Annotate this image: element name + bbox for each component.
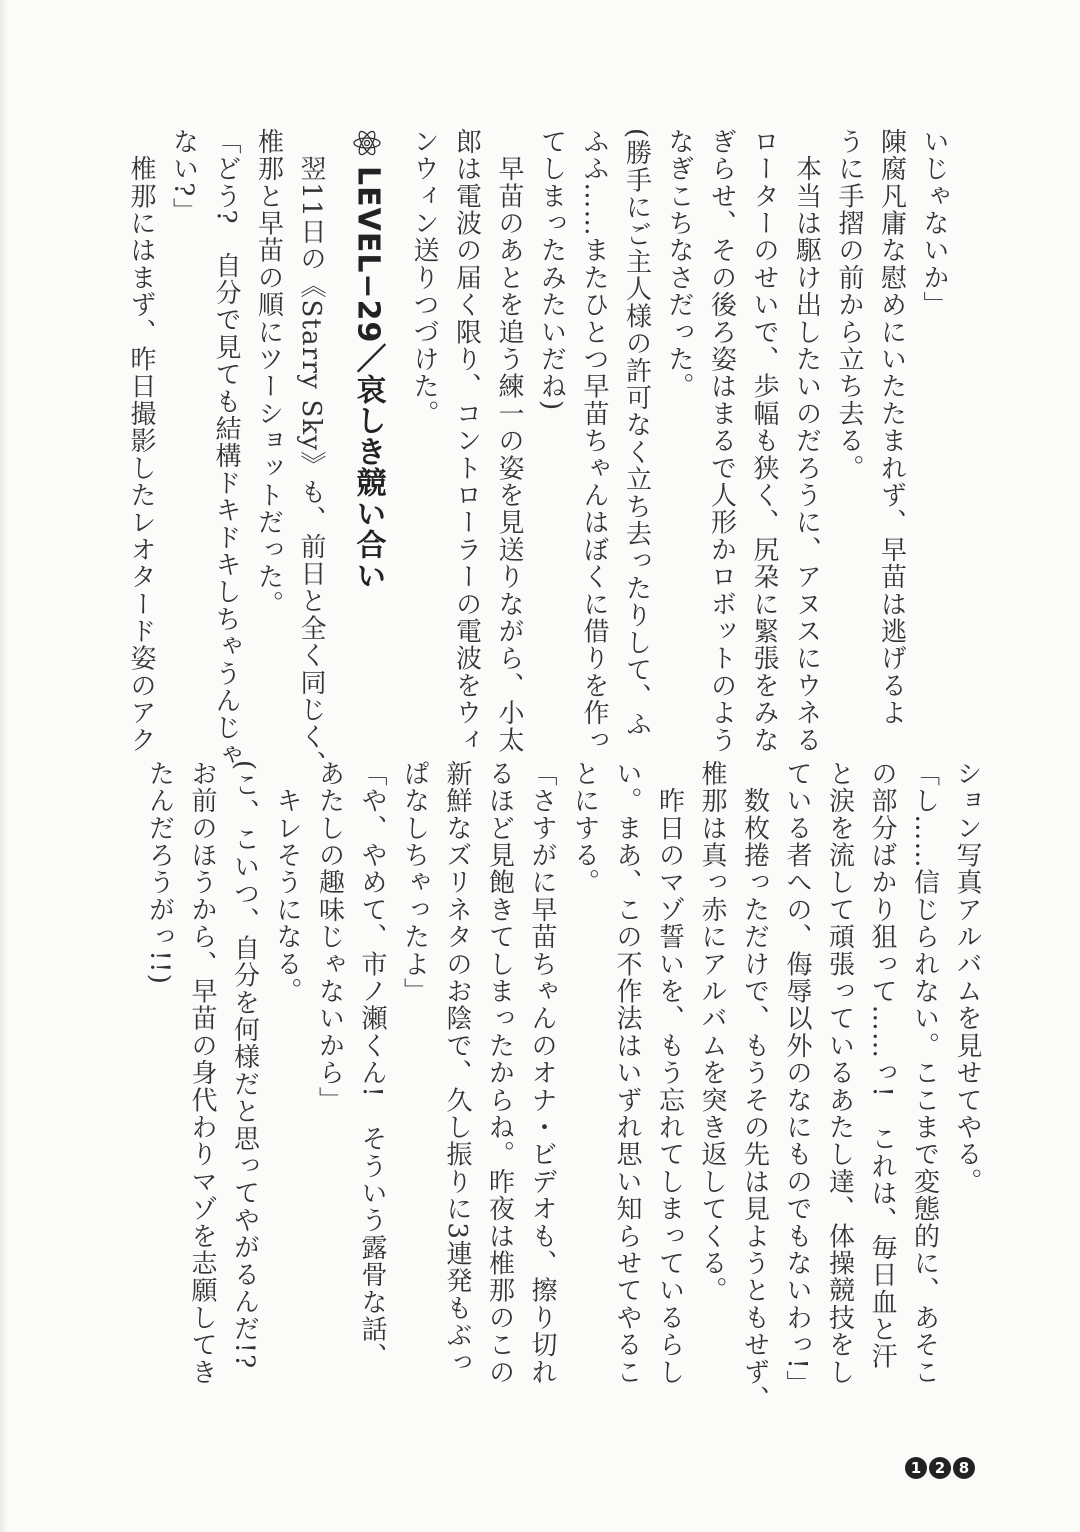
chapter-heading	[346, 128, 389, 728]
text-line: 「し……信じられない。ここまで変態的に、あそこ	[909, 760, 940, 1386]
text-line: 椎那にはまず、昨日撮影したレオタード姿のアク	[126, 128, 156, 754]
text-line: 椎那は真っ赤にアルバムを突き返してくる。	[697, 760, 727, 1304]
text-line: てしまったみたいだね)	[536, 128, 567, 412]
atom-icon	[352, 128, 382, 158]
upper-text-block	[120, 128, 956, 778]
chapter-heading-text: LEVEL−29／哀しき競い合い	[350, 166, 386, 592]
page-number-digit: 8	[953, 1457, 975, 1479]
text-line: 椎那と早苗の順にツーショットだった。	[253, 128, 284, 618]
text-line: 早苗のあとを追う練一の姿を見送りながら、小太	[494, 128, 524, 754]
lower-text-block	[138, 760, 988, 1413]
text-line: お前のほうから、早苗の身代わりマゾを志願してき	[187, 760, 217, 1386]
text-line: 数枚捲っただけで、もうその先は見ようともせず、	[739, 760, 770, 1413]
text-line: 翌11日の《Starry Sky》も、前日と全く同じく、	[296, 128, 326, 778]
text-line: 「や、やめて、市ノ瀬くん! そういう露骨な話、	[357, 760, 387, 1371]
text-line: 陳腐凡庸な慰めにいたたまれず、早苗は逃げるよ	[876, 128, 907, 727]
text-line: ローターのせいで、歩幅も狭く、尻朶に緊張をみな	[749, 128, 779, 754]
text-line: たんだろうがっ!!)	[144, 760, 175, 986]
text-line: なぎこちなさだった。	[664, 128, 694, 400]
text-line: 昨日のマゾ誓いを、もう忘れてしまっているらし	[654, 760, 685, 1386]
page-number-digit: 2	[929, 1457, 951, 1479]
text-line: ぱなしちゃったよ」	[399, 760, 430, 1005]
text-line: いじゃないか」	[919, 128, 949, 319]
scan-edge	[0, 0, 8, 1532]
text-line: と涙を流して頑張っているあたし達、体操競技をし	[824, 760, 855, 1386]
page-number-digit: 1	[905, 1457, 927, 1479]
page-number	[905, 1457, 975, 1479]
text-line: 本当は駆け出したいのだろうに、アヌスにウネる	[791, 128, 822, 754]
text-line: の部分ばかり狙って……っ! これは、毎日血と汗	[867, 760, 897, 1371]
text-line: 新鮮なズリネタのお陰で、久し振りに3連発もぶっ	[442, 760, 472, 1377]
text-line: キレそうになる。	[272, 760, 302, 1005]
text-line: ている者への、侮辱以外のなにものでもないわっ!」	[782, 760, 812, 1398]
text-line: ンウィン送りつづけた。	[409, 128, 439, 428]
text-line: い。まあ、この不作法はいずれ思い知らせてやるこ	[612, 760, 642, 1386]
text-line: るほど見飽きてしまったからね。昨夜は椎那のこの	[484, 760, 515, 1386]
text-line: (こ、こいつ、自分を何様だと思ってやがるんだ!?	[229, 760, 260, 1370]
text-line: うに手摺の前から立ち去る。	[834, 128, 864, 482]
text-line: とにする。	[569, 760, 600, 896]
text-line: 「どう? 自分で見ても結構ドキドキしちゃうんじゃ	[211, 128, 241, 769]
text-line: (勝手にご主人様の許可なく立ち去ったりして、ふ	[621, 128, 652, 738]
text-line: ふふ……またひとつ早苗ちゃんはぼくに借りを作っ	[579, 128, 609, 754]
text-line: あたしの趣味じゃないから」	[314, 760, 345, 1114]
text-line: ぎらせ、その後ろ姿はまるで人形かロボットのよう	[706, 128, 737, 754]
text-line: 郎は電波の届く限り、コントローラーの電波をウィ	[451, 128, 482, 754]
text-line: 「さすがに早苗ちゃんのオナ・ビデオも、擦り切れ	[527, 760, 557, 1386]
text-line: ない?」	[168, 128, 199, 225]
text-line: ション写真アルバムを見せてやる。	[952, 760, 982, 1196]
